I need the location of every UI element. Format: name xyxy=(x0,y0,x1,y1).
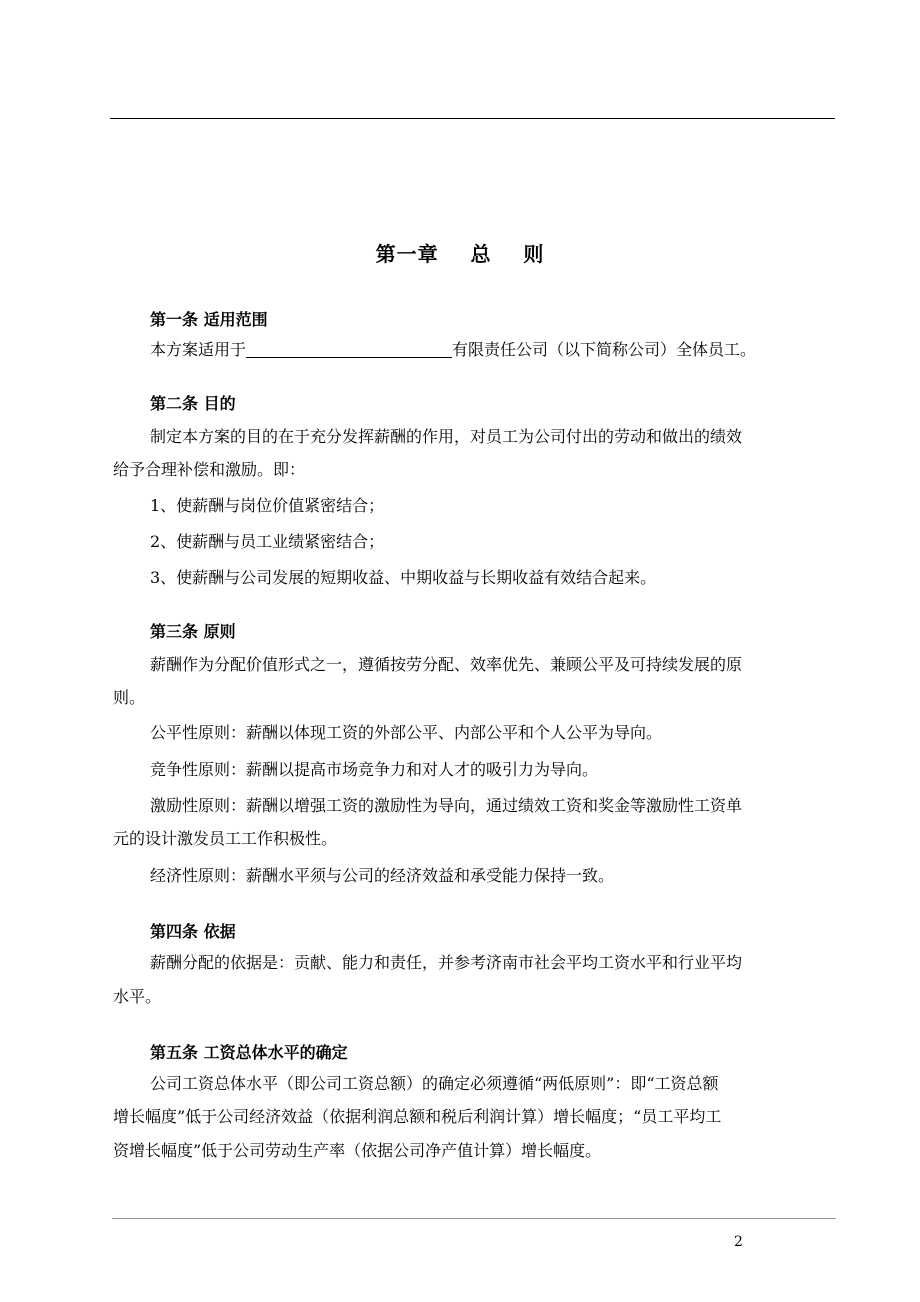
article-1-text xyxy=(150,340,756,360)
article-3-fairness: 公平性原则：薪酬以体现工资的外部公平、内部公平和个人公平为导向。 xyxy=(150,723,663,742)
article-2-item-2: 2、使薪酬与员工业绩紧密结合； xyxy=(150,532,385,551)
article-3-heading: 第三条 原则 xyxy=(150,622,236,641)
company-name-blank xyxy=(246,341,452,358)
article-3-incentive-line-1: 激励性原则：薪酬以增强工资的激励性为导向，通过绩效工资和奖金等激励性工资单 xyxy=(150,796,743,815)
page-number: 2 xyxy=(734,1234,743,1250)
article-3-para-1-line-1: 薪酬作为分配价值形式之一，遵循按劳分配、效率优先、兼顾公平及可持续发展的原 xyxy=(150,655,743,674)
article-3-competitiveness: 竞争性原则：薪酬以提高市场竞争力和对人才的吸引力为导向。 xyxy=(150,760,599,779)
article-1-heading: 第一条 适用范围 xyxy=(150,310,268,329)
article-1-text-after: 有限责任公司（以下简称公司）全体员工。 xyxy=(452,340,757,359)
article-5-para-line-3: 资增长幅度”低于公司劳动生产率（依据公司净产值计算）增长幅度。 xyxy=(113,1141,602,1160)
article-1-text-before: 本方案适用于 xyxy=(150,340,247,359)
footer-rule xyxy=(112,1218,836,1219)
header-rule xyxy=(110,118,835,119)
article-2-heading: 第二条 目的 xyxy=(150,394,236,413)
article-3-economy: 经济性原则：薪酬水平须与公司的经济效益和承受能力保持一致。 xyxy=(150,866,615,885)
article-4-para-line-2: 水平。 xyxy=(113,987,162,1006)
article-4-heading: 第四条 依据 xyxy=(150,922,236,941)
article-2-item-1: 1、使薪酬与岗位价值紧密结合； xyxy=(150,496,385,515)
article-3-incentive-line-2: 元的设计激发员工工作积极性。 xyxy=(113,829,338,848)
article-2-item-3: 3、使薪酬与公司发展的短期收益、中期收益与长期收益有效结合起来。 xyxy=(150,568,657,587)
chapter-title: 第一章 总 则 xyxy=(375,242,545,266)
article-2-para-line-1: 制定本方案的目的在于充分发挥薪酬的作用，对员工为公司付出的劳动和做出的绩效 xyxy=(150,427,743,446)
article-5-para-line-2: 增长幅度”低于公司经济效益（依据利润总额和税后利润计算）增长幅度；“员工平均工 xyxy=(113,1107,722,1126)
article-5-heading: 第五条 工资总体水平的确定 xyxy=(150,1043,348,1062)
article-5-para-line-1: 公司工资总体水平（即公司工资总额）的确定必须遵循“两低原则”：即“工资总额 xyxy=(150,1074,719,1093)
article-3-para-1-line-2: 则。 xyxy=(113,688,146,707)
article-4-para-line-1: 薪酬分配的依据是：贡献、能力和责任，并参考济南市社会平均工资水平和行业平均 xyxy=(150,953,743,972)
article-2-para-line-2: 给予合理补偿和激励。即： xyxy=(113,460,306,479)
